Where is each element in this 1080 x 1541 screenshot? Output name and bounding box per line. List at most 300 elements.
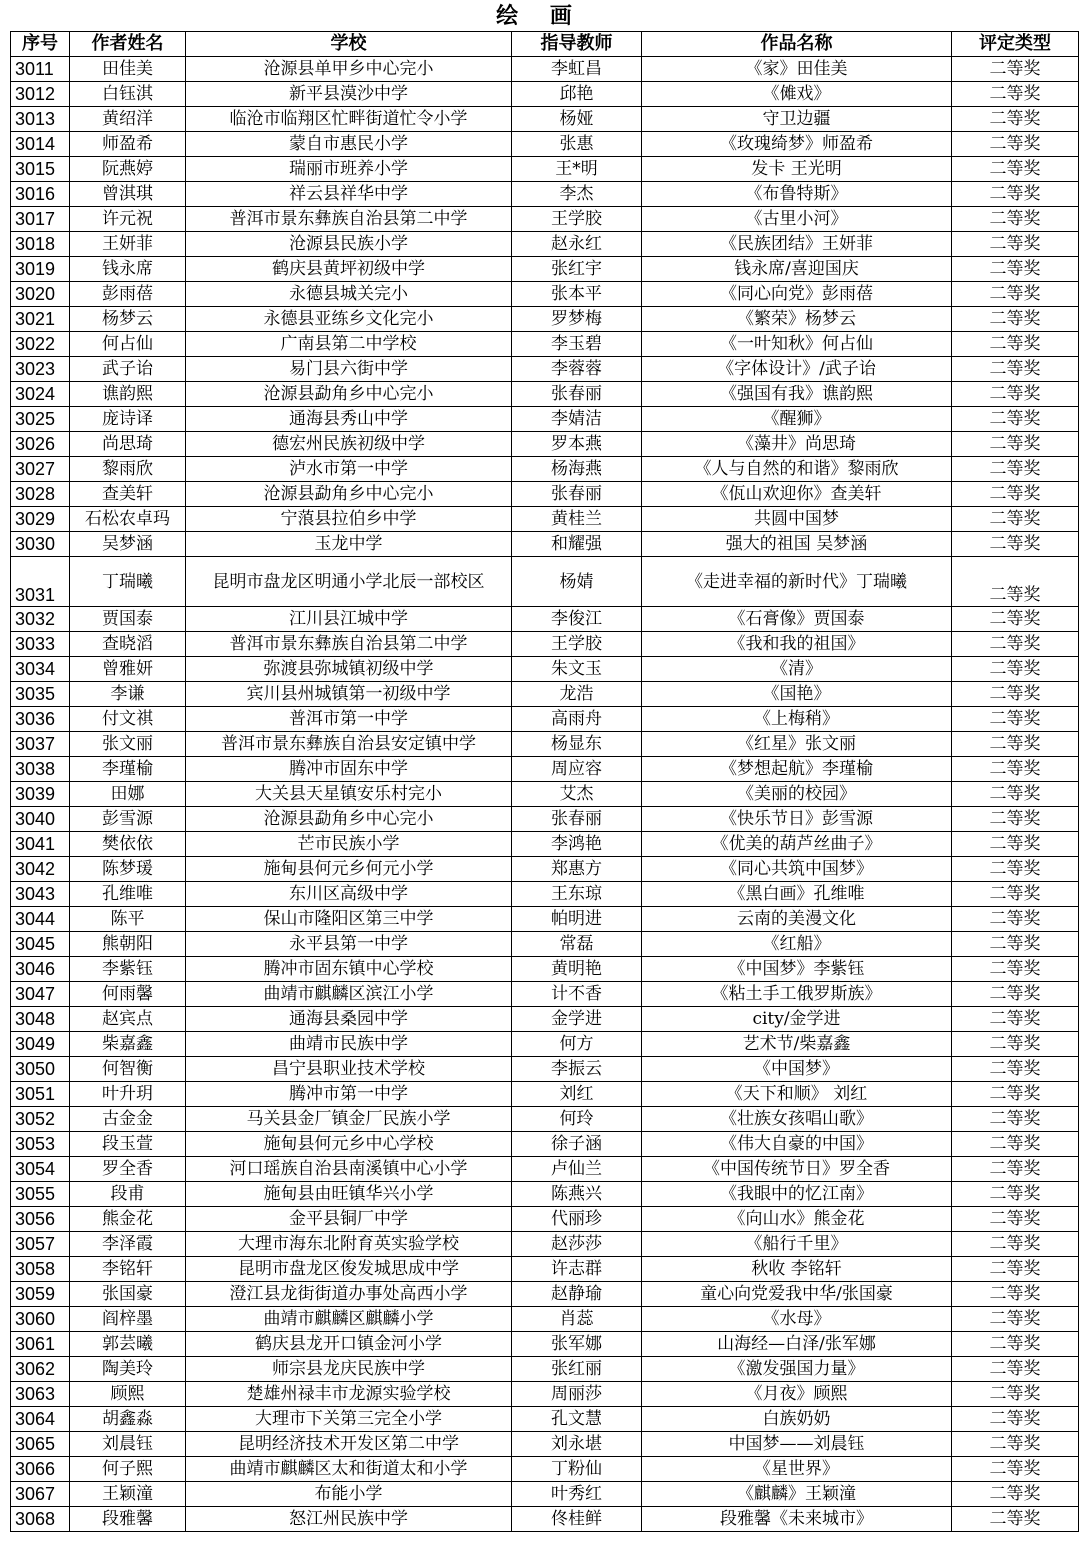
table-row <box>11 157 1079 182</box>
cell-index: 3020 <box>11 282 70 307</box>
table-row <box>11 57 1079 82</box>
cell-work: 《藻井》尚思琦 <box>642 432 952 457</box>
cell-author: 黎雨欣 <box>70 457 186 482</box>
cell-author: 段甫 <box>70 1182 186 1207</box>
cell-index: 3013 <box>11 107 70 132</box>
cell-school: 河口瑶族自治县南溪镇中心小学 <box>186 1157 512 1182</box>
cell-index: 3058 <box>11 1257 70 1282</box>
table-row <box>11 457 1079 482</box>
cell-award: 二等奖 <box>952 1357 1079 1382</box>
table-row <box>11 932 1079 957</box>
table-row <box>11 207 1079 232</box>
cell-index: 3025 <box>11 407 70 432</box>
cell-award: 二等奖 <box>952 1107 1079 1132</box>
cell-teacher: 高雨舟 <box>512 707 642 732</box>
cell-index: 3049 <box>11 1032 70 1057</box>
cell-index: 3015 <box>11 157 70 182</box>
cell-work: 《布鲁特斯》 <box>642 182 952 207</box>
cell-school: 昆明经济技术开发区第二中学 <box>186 1432 512 1457</box>
cell-award: 二等奖 <box>952 407 1079 432</box>
cell-teacher: 张春丽 <box>512 482 642 507</box>
cell-index: 3036 <box>11 707 70 732</box>
cell-award: 二等奖 <box>952 482 1079 507</box>
table-row <box>11 182 1079 207</box>
cell-author: 刘晨钰 <box>70 1432 186 1457</box>
cell-school: 大理市海东北附育英实验学校 <box>186 1232 512 1257</box>
cell-teacher: 艾杰 <box>512 782 642 807</box>
cell-index: 3061 <box>11 1332 70 1357</box>
table-row <box>11 657 1079 682</box>
cell-teacher: 周应容 <box>512 757 642 782</box>
cell-author: 段玉萱 <box>70 1132 186 1157</box>
cell-work: 《人与自然的和谐》黎雨欣 <box>642 457 952 482</box>
table-row <box>11 782 1079 807</box>
cell-school: 曲靖市麒麟区太和街道太和小学 <box>186 1457 512 1482</box>
cell-school: 普洱市第一中学 <box>186 707 512 732</box>
cell-index: 3028 <box>11 482 70 507</box>
header-author: 作者姓名 <box>70 32 186 57</box>
cell-index: 3029 <box>11 507 70 532</box>
cell-author: 石松农卓玛 <box>70 507 186 532</box>
cell-teacher: 张惠 <box>512 132 642 157</box>
cell-work: 山海经—白泽/张军娜 <box>642 1332 952 1357</box>
cell-work: 《梦想起航》李瑾榆 <box>642 757 952 782</box>
cell-work: 《一叶知秋》何占仙 <box>642 332 952 357</box>
cell-author: 李泽霞 <box>70 1232 186 1257</box>
cell-author: 贾国泰 <box>70 607 186 632</box>
cell-award: 二等奖 <box>952 732 1079 757</box>
cell-index: 3050 <box>11 1057 70 1082</box>
cell-award: 二等奖 <box>952 282 1079 307</box>
cell-school: 沧源县勐角乡中心完小 <box>186 482 512 507</box>
cell-author: 田佳美 <box>70 57 186 82</box>
cell-teacher: 代丽珍 <box>512 1207 642 1232</box>
cell-teacher: 王学胶 <box>512 207 642 232</box>
cell-award: 二等奖 <box>952 157 1079 182</box>
cell-index: 3022 <box>11 332 70 357</box>
cell-work: 白族奶奶 <box>642 1407 952 1432</box>
cell-work: 《上梅稍》 <box>642 707 952 732</box>
table-row <box>11 382 1079 407</box>
cell-index: 3054 <box>11 1157 70 1182</box>
cell-school: 布能小学 <box>186 1482 512 1507</box>
cell-index: 3038 <box>11 757 70 782</box>
cell-award: 二等奖 <box>952 382 1079 407</box>
cell-work: 《玫瑰绮梦》师盈希 <box>642 132 952 157</box>
cell-author: 庞诗译 <box>70 407 186 432</box>
cell-school: 昌宁县职业技术学校 <box>186 1057 512 1082</box>
cell-award: 二等奖 <box>952 1232 1079 1257</box>
cell-author: 胡鑫淼 <box>70 1407 186 1432</box>
cell-index: 3024 <box>11 382 70 407</box>
cell-work: 《强国有我》谯韵熙 <box>642 382 952 407</box>
cell-teacher: 杨婧 <box>512 557 642 607</box>
cell-author: 李瑾榆 <box>70 757 186 782</box>
cell-award: 二等奖 <box>952 232 1079 257</box>
cell-school: 普洱市景东彝族自治县第二中学 <box>186 632 512 657</box>
cell-teacher: 邱艳 <box>512 82 642 107</box>
cell-teacher: 许志群 <box>512 1257 642 1282</box>
cell-work: 《水母》 <box>642 1307 952 1332</box>
cell-work: 《粘土手工俄罗斯族》 <box>642 982 952 1007</box>
table-row <box>11 832 1079 857</box>
cell-teacher: 计不香 <box>512 982 642 1007</box>
cell-index: 3035 <box>11 682 70 707</box>
cell-award: 二等奖 <box>952 832 1079 857</box>
cell-teacher: 张红宇 <box>512 257 642 282</box>
cell-award: 二等奖 <box>952 132 1079 157</box>
cell-work: 《激发强国力量》 <box>642 1357 952 1382</box>
cell-author: 谯韵熙 <box>70 382 186 407</box>
cell-school: 广南县第二中学校 <box>186 332 512 357</box>
cell-teacher: 孔文慧 <box>512 1407 642 1432</box>
table-row <box>11 1457 1079 1482</box>
header-school: 学校 <box>186 32 512 57</box>
cell-author: 赵宾点 <box>70 1007 186 1032</box>
cell-author: 王妍菲 <box>70 232 186 257</box>
cell-teacher: 赵莎莎 <box>512 1232 642 1257</box>
cell-work: 守卫边疆 <box>642 107 952 132</box>
table-row <box>11 307 1079 332</box>
cell-award: 二等奖 <box>952 1457 1079 1482</box>
cell-school: 弥渡县弥城镇初级中学 <box>186 657 512 682</box>
table-row <box>11 1057 1079 1082</box>
cell-author: 陈梦瑗 <box>70 857 186 882</box>
cell-award: 二等奖 <box>952 557 1079 607</box>
cell-school: 腾冲市固东中学 <box>186 757 512 782</box>
cell-school: 大关县天星镇安乐村完小 <box>186 782 512 807</box>
cell-index: 3044 <box>11 907 70 932</box>
cell-index: 3062 <box>11 1357 70 1382</box>
cell-index: 3041 <box>11 832 70 857</box>
cell-work: 发卡 王光明 <box>642 157 952 182</box>
table-row <box>11 707 1079 732</box>
cell-school: 通海县秀山中学 <box>186 407 512 432</box>
cell-school: 普洱市景东彝族自治县第二中学 <box>186 207 512 232</box>
cell-teacher: 叶秀红 <box>512 1482 642 1507</box>
cell-award: 二等奖 <box>952 1257 1079 1282</box>
cell-award: 二等奖 <box>952 1507 1079 1532</box>
cell-school: 祥云县祥华中学 <box>186 182 512 207</box>
cell-index: 3064 <box>11 1407 70 1432</box>
cell-work: 段雅馨《未来城市》 <box>642 1507 952 1532</box>
cell-work: 《船行千里》 <box>642 1232 952 1257</box>
cell-index: 3019 <box>11 257 70 282</box>
table-row <box>11 1257 1079 1282</box>
cell-index: 3027 <box>11 457 70 482</box>
header-index: 序号 <box>11 32 70 57</box>
cell-award: 二等奖 <box>952 1057 1079 1082</box>
cell-index: 3051 <box>11 1082 70 1107</box>
cell-work: 《壮族女孩唱山歌》 <box>642 1107 952 1132</box>
cell-author: 熊朝阳 <box>70 932 186 957</box>
cell-school: 怒江州民族中学 <box>186 1507 512 1532</box>
cell-award: 二等奖 <box>952 682 1079 707</box>
cell-award: 二等奖 <box>952 607 1079 632</box>
table-row <box>11 1157 1079 1182</box>
cell-teacher: 李俊江 <box>512 607 642 632</box>
cell-work: 《走进幸福的新时代》丁瑞曦 <box>642 557 952 607</box>
cell-award: 二等奖 <box>952 657 1079 682</box>
cell-author: 丁瑞曦 <box>70 557 186 607</box>
cell-award: 二等奖 <box>952 1407 1079 1432</box>
table-row <box>11 557 1079 607</box>
cell-work: 《中国梦》李紫钰 <box>642 957 952 982</box>
table-row <box>11 1382 1079 1407</box>
cell-school: 鹤庆县黄坪初级中学 <box>186 257 512 282</box>
cell-school: 昆明市盘龙区明通小学北辰一部校区 <box>186 557 512 607</box>
cell-index: 3065 <box>11 1432 70 1457</box>
cell-author: 阮燕婷 <box>70 157 186 182</box>
cell-author: 付文祺 <box>70 707 186 732</box>
cell-index: 3055 <box>11 1182 70 1207</box>
table-row <box>11 857 1079 882</box>
cell-work: 《天下和顺》 刘红 <box>642 1082 952 1107</box>
table-header-row <box>11 32 1079 57</box>
cell-award: 二等奖 <box>952 107 1079 132</box>
cell-author: 查晓滔 <box>70 632 186 657</box>
cell-teacher: 常磊 <box>512 932 642 957</box>
cell-author: 尚思琦 <box>70 432 186 457</box>
cell-author: 罗全香 <box>70 1157 186 1182</box>
cell-award: 二等奖 <box>952 82 1079 107</box>
cell-teacher: 和耀强 <box>512 532 642 557</box>
table-row <box>11 982 1079 1007</box>
cell-teacher: 赵永红 <box>512 232 642 257</box>
cell-work: 《同心向党》彭雨蓓 <box>642 282 952 307</box>
cell-author: 李紫钰 <box>70 957 186 982</box>
cell-teacher: 黄桂兰 <box>512 507 642 532</box>
cell-work: 《字体设计》/武子诒 <box>642 357 952 382</box>
table-row <box>11 332 1079 357</box>
cell-award: 二等奖 <box>952 1007 1079 1032</box>
table-row <box>11 907 1079 932</box>
cell-work: 《中国梦》 <box>642 1057 952 1082</box>
cell-author: 郭芸曦 <box>70 1332 186 1357</box>
cell-index: 3052 <box>11 1107 70 1132</box>
cell-work: 《民族团结》王妍菲 <box>642 232 952 257</box>
table-row <box>11 1482 1079 1507</box>
cell-work: 《黑白画》孔维唯 <box>642 882 952 907</box>
cell-school: 沧源县勐角乡中心完小 <box>186 382 512 407</box>
cell-school: 金平县铜厂中学 <box>186 1207 512 1232</box>
cell-school: 东川区高级中学 <box>186 882 512 907</box>
table-row <box>11 1107 1079 1132</box>
cell-award: 二等奖 <box>952 57 1079 82</box>
cell-author: 何雨馨 <box>70 982 186 1007</box>
cell-award: 二等奖 <box>952 257 1079 282</box>
cell-award: 二等奖 <box>952 882 1079 907</box>
cell-author: 查美轩 <box>70 482 186 507</box>
cell-school: 施甸县何元乡何元小学 <box>186 857 512 882</box>
cell-teacher: 刘红 <box>512 1082 642 1107</box>
cell-index: 3016 <box>11 182 70 207</box>
cell-award: 二等奖 <box>952 957 1079 982</box>
cell-index: 3066 <box>11 1457 70 1482</box>
cell-index: 3039 <box>11 782 70 807</box>
cell-award: 二等奖 <box>952 1307 1079 1332</box>
cell-award: 二等奖 <box>952 907 1079 932</box>
cell-school: 保山市隆阳区第三中学 <box>186 907 512 932</box>
cell-teacher: 李玉碧 <box>512 332 642 357</box>
cell-author: 阎梓墨 <box>70 1307 186 1332</box>
cell-work: 《我和我的祖国》 <box>642 632 952 657</box>
cell-author: 白钰淇 <box>70 82 186 107</box>
cell-teacher: 李虹昌 <box>512 57 642 82</box>
cell-teacher: 周丽莎 <box>512 1382 642 1407</box>
cell-teacher: 佟桂鲜 <box>512 1507 642 1532</box>
cell-author: 李铭轩 <box>70 1257 186 1282</box>
cell-index: 3047 <box>11 982 70 1007</box>
cell-work: 云南的美漫文化 <box>642 907 952 932</box>
cell-index: 3046 <box>11 957 70 982</box>
cell-index: 3059 <box>11 1282 70 1307</box>
cell-award: 二等奖 <box>952 1032 1079 1057</box>
cell-teacher: 肖蕊 <box>512 1307 642 1332</box>
cell-school: 泸水市第一中学 <box>186 457 512 482</box>
cell-award: 二等奖 <box>952 1082 1079 1107</box>
cell-index: 3021 <box>11 307 70 332</box>
cell-teacher: 龙浩 <box>512 682 642 707</box>
cell-teacher: 陈燕兴 <box>512 1182 642 1207</box>
table-row <box>11 1507 1079 1532</box>
cell-index: 3014 <box>11 132 70 157</box>
cell-author: 段雅馨 <box>70 1507 186 1532</box>
cell-author: 钱永席 <box>70 257 186 282</box>
cell-teacher: 郑惠方 <box>512 857 642 882</box>
table-row <box>11 82 1079 107</box>
cell-index: 3045 <box>11 932 70 957</box>
cell-award: 二等奖 <box>952 1132 1079 1157</box>
cell-author: 陈平 <box>70 907 186 932</box>
cell-school: 曲靖市麒麟区麒麟小学 <box>186 1307 512 1332</box>
cell-author: 彭雨蓓 <box>70 282 186 307</box>
cell-index: 3033 <box>11 632 70 657</box>
table-row <box>11 1182 1079 1207</box>
cell-work: city/金学进 <box>642 1007 952 1032</box>
table-row <box>11 1332 1079 1357</box>
cell-teacher: 罗本燕 <box>512 432 642 457</box>
cell-work: 秋收 李铭轩 <box>642 1257 952 1282</box>
cell-award: 二等奖 <box>952 1382 1079 1407</box>
cell-work: 《清》 <box>642 657 952 682</box>
cell-author: 田娜 <box>70 782 186 807</box>
cell-author: 王颖潼 <box>70 1482 186 1507</box>
cell-author: 许元祝 <box>70 207 186 232</box>
cell-award: 二等奖 <box>952 182 1079 207</box>
cell-school: 德宏州民族初级中学 <box>186 432 512 457</box>
cell-school: 师宗县龙庆民族中学 <box>186 1357 512 1382</box>
cell-school: 腾冲市第一中学 <box>186 1082 512 1107</box>
cell-school: 曲靖市民族中学 <box>186 1032 512 1057</box>
cell-teacher: 王学胶 <box>512 632 642 657</box>
cell-teacher: 赵静瑜 <box>512 1282 642 1307</box>
cell-author: 张文丽 <box>70 732 186 757</box>
cell-author: 柴嘉鑫 <box>70 1032 186 1057</box>
cell-author: 何子熙 <box>70 1457 186 1482</box>
cell-work: 《傩戏》 <box>642 82 952 107</box>
cell-index: 3068 <box>11 1507 70 1532</box>
cell-award: 二等奖 <box>952 207 1079 232</box>
cell-index: 3018 <box>11 232 70 257</box>
cell-teacher: 罗梦梅 <box>512 307 642 332</box>
table-row <box>11 1432 1079 1457</box>
cell-author: 顾熙 <box>70 1382 186 1407</box>
page-title: 绘 画 <box>496 3 584 29</box>
table-row <box>11 1232 1079 1257</box>
cell-index: 3048 <box>11 1007 70 1032</box>
cell-author: 李谦 <box>70 682 186 707</box>
table-row <box>11 1132 1079 1157</box>
cell-index: 3042 <box>11 857 70 882</box>
table-row <box>11 732 1079 757</box>
table-row <box>11 257 1079 282</box>
cell-author: 孔维唯 <box>70 882 186 907</box>
cell-teacher: 杨海燕 <box>512 457 642 482</box>
table-row <box>11 607 1079 632</box>
cell-award: 二等奖 <box>952 432 1079 457</box>
table-row <box>11 507 1079 532</box>
cell-work: 《月夜》顾熙 <box>642 1382 952 1407</box>
table-row <box>11 807 1079 832</box>
table-row <box>11 357 1079 382</box>
cell-author: 师盈希 <box>70 132 186 157</box>
cell-index: 3053 <box>11 1132 70 1157</box>
cell-author: 叶升玥 <box>70 1082 186 1107</box>
cell-author: 曾淇琪 <box>70 182 186 207</box>
header-work: 作品名称 <box>642 32 952 57</box>
cell-award: 二等奖 <box>952 1157 1079 1182</box>
cell-work: 《佤山欢迎你》查美轩 <box>642 482 952 507</box>
cell-school: 玉龙中学 <box>186 532 512 557</box>
cell-index: 3057 <box>11 1232 70 1257</box>
table-row <box>11 1032 1079 1057</box>
cell-school: 昆明市盘龙区俊发城思成中学 <box>186 1257 512 1282</box>
cell-award: 二等奖 <box>952 782 1079 807</box>
cell-author: 杨梦云 <box>70 307 186 332</box>
cell-school: 施甸县何元乡中心学校 <box>186 1132 512 1157</box>
cell-author: 何智衡 <box>70 1057 186 1082</box>
cell-teacher: 杨娅 <box>512 107 642 132</box>
cell-teacher: 王*明 <box>512 157 642 182</box>
cell-school: 腾冲市固东镇中心学校 <box>186 957 512 982</box>
table-row <box>11 482 1079 507</box>
table-row <box>11 1207 1079 1232</box>
cell-teacher: 杨显东 <box>512 732 642 757</box>
cell-index: 3067 <box>11 1482 70 1507</box>
cell-award: 二等奖 <box>952 982 1079 1007</box>
cell-author: 曾雅妍 <box>70 657 186 682</box>
cell-teacher: 金学进 <box>512 1007 642 1032</box>
table-row <box>11 232 1079 257</box>
table-row <box>11 1307 1079 1332</box>
cell-work: 《我眼中的忆江南》 <box>642 1182 952 1207</box>
cell-school: 普洱市景东彝族自治县安定镇中学 <box>186 732 512 757</box>
cell-school: 永德县城关完小 <box>186 282 512 307</box>
cell-school: 马关县金厂镇金厂民族小学 <box>186 1107 512 1132</box>
cell-work: 《红船》 <box>642 932 952 957</box>
cell-work: 《石膏像》贾国泰 <box>642 607 952 632</box>
cell-award: 二等奖 <box>952 707 1079 732</box>
table-row <box>11 1007 1079 1032</box>
cell-award: 二等奖 <box>952 357 1079 382</box>
cell-award: 二等奖 <box>952 1482 1079 1507</box>
cell-teacher: 张春丽 <box>512 382 642 407</box>
cell-author: 樊依依 <box>70 832 186 857</box>
cell-index: 3032 <box>11 607 70 632</box>
cell-teacher: 李蓉蓉 <box>512 357 642 382</box>
cell-index: 3031 <box>11 557 70 607</box>
